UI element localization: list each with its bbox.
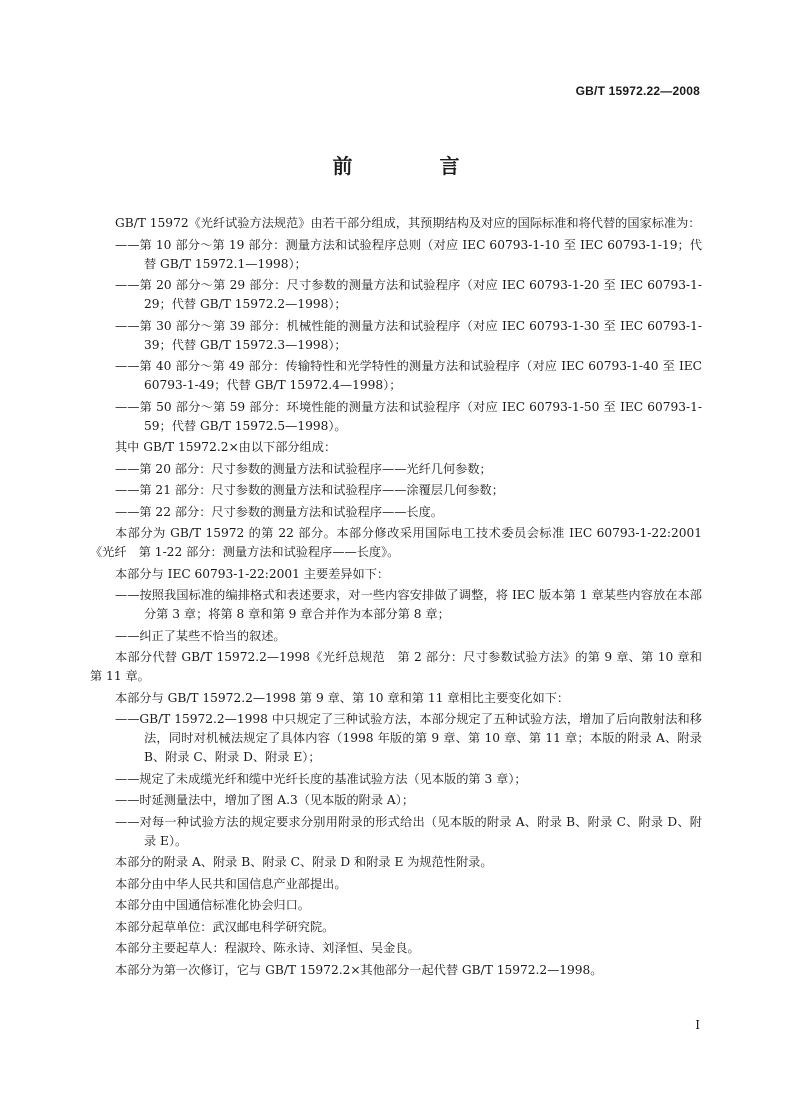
- list-item: ——纠正了某些不恰当的叙述。: [115, 628, 286, 643]
- list-item: ——第 50 部分～第 59 部分：环境性能的测量方法和试验程序（对应 IEC 60793-1-50 至 IEC 60793-1-59；代替 GB/T 15972.5—1998）。: [115, 399, 702, 433]
- paragraph: 本部分为 GB/T 15972 的第 22 部分。本部分修改采用国际电工技术委员会标准 IEC 60793-1-22:2001《光纤 第 1-22 部分：测量方法和试验程序——长度》。: [90, 526, 702, 559]
- foreword-body: [90, 214, 702, 982]
- list-item: ——第 40 部分～第 49 部分：传输特性和光学特性的测量方法和试验程序（对应 IEC 60793-1-40 至 IEC 60793-1-49；代替 GB/T 15972.4—1998）；: [115, 359, 702, 392]
- page-title: 前 言: [332, 154, 500, 178]
- paragraph: GB/T 15972《光纤试验方法规范》由若干部分组成，其预期结构及对应的国际标准和将代替的国家标准为：: [115, 216, 701, 230]
- paragraph: 本部分主要起草人：程淑玲、陈永诗、刘泽恒、吴金良。: [115, 941, 420, 955]
- list-item: ——第 20 部分～第 29 部分：尺寸参数的测量方法和试验程序（对应 IEC 60793-1-20 至 IEC 60793-1-29；代替 GB/T 15972.2—1998）；: [115, 278, 702, 311]
- paragraph: 本部分为第一次修订，它与 GB/T 15972.2×其他部分一起代替 GB/T 15972.2—1998。: [115, 962, 603, 977]
- paragraph: 本部分与 IEC 60793-1-22:2001 主要差异如下：: [115, 566, 390, 581]
- list-item: ——第 22 部分：尺寸参数的测量方法和试验程序——长度。: [115, 504, 443, 519]
- paragraph: 本部分起草单位：武汉邮电科学研究院。: [115, 919, 335, 934]
- paragraph: 本部分与 GB/T 15972.2—1998 第 9 章、第 10 章和第 11 章相比主要变化如下：: [115, 690, 570, 705]
- list-item: ——规定了未成缆光纤和缆中光纤长度的基准试验方法（见本版的第 3 章）；: [115, 771, 527, 786]
- list-item: ——第 20 部分：尺寸参数的测量方法和试验程序——光纤几何参数；: [115, 461, 492, 476]
- paragraph: 本部分的附录 A、附录 B、附录 C、附录 D 和附录 E 为规范性附录。: [115, 855, 493, 869]
- list-item: ——第 30 部分～第 39 部分：机械性能的测量方法和试验程序（对应 IEC 60793-1-30 至 IEC 60793-1-39；代替 GB/T 15972.3—1998）；: [115, 318, 702, 352]
- paragraph: 其中 GB/T 15972.2×由以下部分组成：: [115, 440, 337, 454]
- list-item: ——时延测量法中，增加了图 A.3（见本版的附录 A）；: [115, 793, 415, 807]
- list-item: ——按照我国标准的编排格式和表述要求，对一些内容安排做了调整，将 IEC 版本第 1 章某些内容放在本部分第 3 章；将第 8 章和第 9 章合并作为本部分第 8 章；: [115, 588, 702, 621]
- list-item: ——第 10 部分～第 19 部分：测量方法和试验程序总则（对应 IEC 60793-1-10 至 IEC 60793-1-19；代替 GB/T 15972.1—1998）；: [115, 237, 702, 271]
- list-item: ——GB/T 15972.2—1998 中只规定了三种试验方法，本部分规定了五种试验方法，增加了后向散射法和移法，同时对机械法规定了具体内容（1998 年版的第 9 章、第 10 章、第 11 章；本版的附录 A、附录 B、附录 C、附录 D、附录 E）；: [115, 712, 702, 764]
- paragraph: 本部分由中国通信标准化协会归口。: [115, 898, 310, 912]
- paragraph: 本部分由中华人民共和国信息产业部提出。: [115, 876, 347, 891]
- standard-code: GB/T 15972.22—2008: [575, 84, 700, 98]
- paragraph: 本部分代替 GB/T 15972.2—1998《光纤总规范 第 2 部分：尺寸参数试验方法》的第 9 章、第 10 章和第 11 章。: [90, 650, 702, 683]
- list-item: ——对每一种试验方法的规定要求分别用附录的形式给出（见本版的附录 A、附录 B、附录 C、附录 D、附录 E）。: [115, 814, 702, 848]
- list-item: ——第 21 部分：尺寸参数的测量方法和试验程序——涂覆层几何参数；: [115, 483, 504, 497]
- page-number: I: [695, 1018, 700, 1032]
